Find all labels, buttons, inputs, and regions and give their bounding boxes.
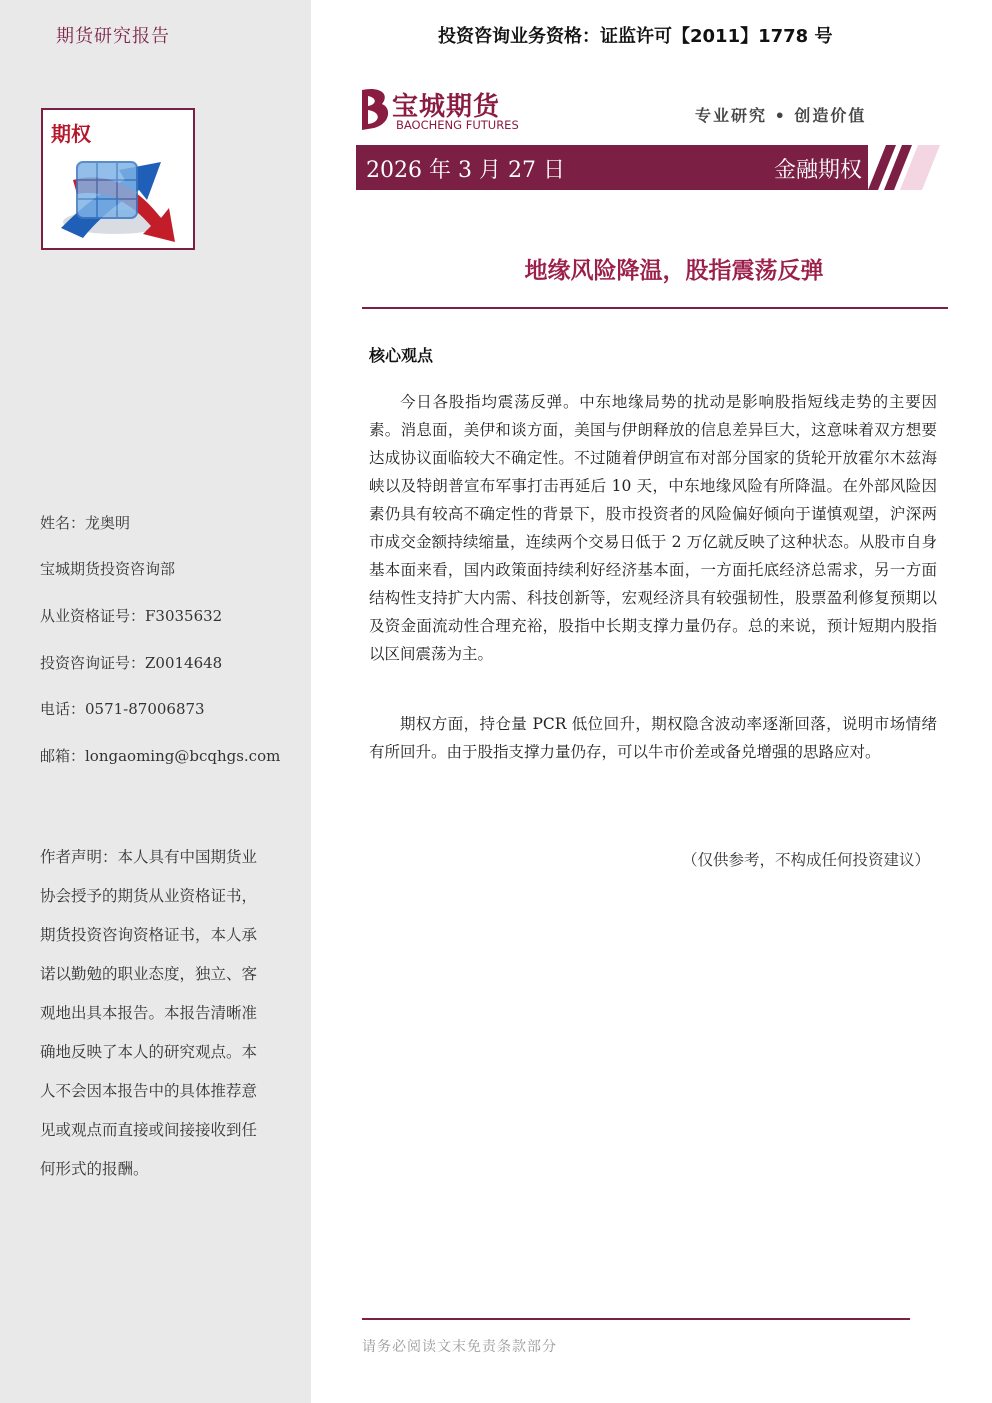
consult-cert-number: 投资咨询证号：Z0014648 xyxy=(40,654,223,672)
sidebar xyxy=(0,0,311,1403)
slogan: 专业研究 • 创造价值 xyxy=(695,106,867,125)
logo-chinese-name: 宝城期货 xyxy=(392,92,501,122)
core-view-heading: 核心观点 xyxy=(369,346,434,365)
author-declaration: 作者声明：本人具有中国期货业协会授予的期货从业资格证书，期货投资咨询资格证书，本人承诺以勤勉的职业态度，独立、客观地出具本报告。本报告清晰准确地反映了本人的研究观点。本人不会因本报告中的具体推荐意见或观点而直接或间接接收到任何形式的报酬。 xyxy=(40,848,258,1178)
report-date: 2026 年 3 月 27 日 xyxy=(366,158,565,183)
footer-divider xyxy=(362,1318,910,1320)
analyst-phone: 电话：0571-87006873 xyxy=(40,700,205,718)
analyst-name: 姓名：龙奥明 xyxy=(40,514,131,532)
qualification-line: 投资咨询业务资格：证监许可【2011】1778 号 xyxy=(438,26,833,47)
report-section: 金融期权 xyxy=(773,158,862,183)
analyst-email: 邮箱：longaoming@bcqhgs.com xyxy=(40,747,281,765)
report-title: 地缘风险降温，股指震荡反弹 xyxy=(524,258,824,284)
analyst-department: 宝城期货投资咨询部 xyxy=(40,560,176,578)
body-paragraph: 期权方面，持仓量 PCR 低位回升，期权隐含波动率逐渐回落，说明市场情绪有所回升。由于股指支撑力量仍存，可以牛市价差或备兑增强的思路应对。 xyxy=(369,715,937,761)
title-divider xyxy=(362,307,948,309)
options-cover-image xyxy=(41,108,195,250)
logo-english-name: BAOCHENG FUTURES xyxy=(396,118,519,132)
date-banner xyxy=(356,145,868,190)
reference-disclaimer: （仅供参考，不构成任何投资建议） xyxy=(681,851,930,869)
banner-stripes-icon xyxy=(862,145,942,190)
footer-note: 请务必阅读文末免责条款部分 xyxy=(362,1339,557,1355)
cover-label: 期权 xyxy=(51,122,91,146)
report-type-label: 期货研究报告 xyxy=(56,26,170,47)
practice-cert-number: 从业资格证号：F3035632 xyxy=(40,607,223,625)
body-paragraph: 今日各股指均震荡反弹。中东地缘局势的扰动是影响股指短线走势的主要因素。消息面，美伊和谈方面，美国与伊朗释放的信息差异巨大，这意味着双方想要达成协议面临较大不确定性。不过随着伊朗宣布对部分国家的货轮开放霍尔木兹海峡以及特朗普宣布军事打击再延后 10 天，中东地缘风险有所降温。在外部风险因素仍具有较高不确定性的背景下，股市投资者的风险偏好倾向于谨慎观望，沪深两市成交金额持续缩量，连续两个交易日低于 2 万亿就反映了这种状态。从股市自身基本面来看，国内政策面持续利好经济基本面，一方面托底经济总需求，另一方面结构性支持扩大内需、科技创新等，宏观经济具有较强韧性，股票盈利修复预期以及资金面流动性合理充裕，股指中长期支撑力量仍存。总的来说，预计短期内股指以区间震荡为主。 xyxy=(369,393,937,663)
